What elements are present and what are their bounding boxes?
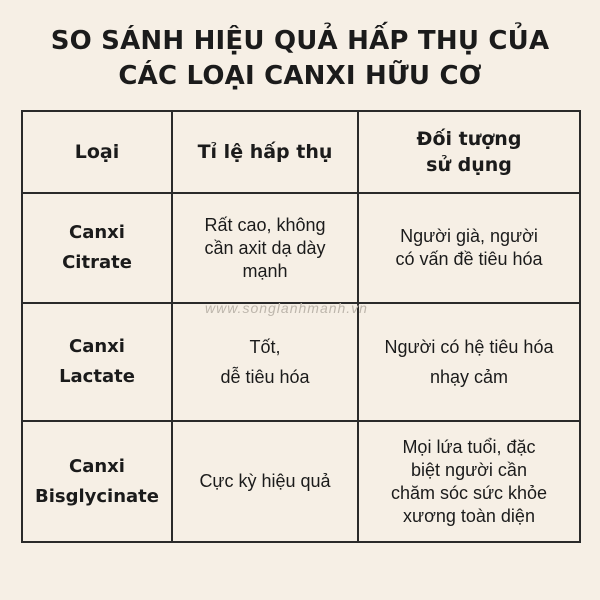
row-target-line: chăm sóc sức khỏe bbox=[390, 482, 548, 503]
watermark: www.songlanhmanh.vn bbox=[205, 300, 368, 316]
header-target-line: Đối tượng bbox=[416, 128, 522, 150]
row-target-line: biệt người cần bbox=[411, 459, 527, 480]
row-type-line: Canxi bbox=[69, 222, 125, 243]
row-target-cell bbox=[358, 193, 580, 303]
row-absorption-cell bbox=[172, 421, 358, 542]
table-row bbox=[22, 193, 580, 303]
table-header-row bbox=[22, 111, 580, 193]
row-absorption-line: Rất cao, không bbox=[204, 214, 326, 235]
row-target-cell bbox=[358, 303, 580, 421]
row-type-line: Citrate bbox=[62, 252, 132, 273]
header-type: Loại bbox=[22, 111, 172, 193]
row-absorption-cell bbox=[172, 193, 358, 303]
row-type-cell bbox=[22, 193, 172, 303]
row-type-cell bbox=[22, 303, 172, 421]
row-absorption-line: Tốt, bbox=[249, 337, 281, 357]
row-absorption-line: cần axit dạ dày bbox=[204, 237, 326, 258]
header-absorption: Tỉ lệ hấp thụ bbox=[172, 111, 358, 193]
row-target-line: Mọi lứa tuổi, đặc bbox=[402, 436, 536, 457]
header-target-line: sử dụng bbox=[426, 154, 512, 176]
row-absorption-line: Cực kỳ hiệu quả bbox=[199, 471, 331, 491]
row-target-line: Người có hệ tiêu hóa bbox=[384, 337, 554, 357]
row-absorption-line: dễ tiêu hóa bbox=[220, 367, 310, 387]
row-type-line: Bisglycinate bbox=[34, 485, 159, 507]
row-type-line: Lactate bbox=[59, 366, 135, 387]
row-absorption-cell bbox=[172, 303, 358, 421]
table-row bbox=[22, 421, 580, 542]
table-row bbox=[22, 303, 580, 421]
row-type-cell bbox=[22, 421, 172, 542]
comparison-table bbox=[21, 110, 581, 543]
row-target-line: xương toàn diện bbox=[403, 505, 535, 526]
row-absorption-line: mạnh bbox=[242, 260, 288, 281]
header-target bbox=[358, 111, 580, 193]
row-type-line: Canxi bbox=[69, 455, 125, 477]
title-line-2: CÁC LOẠI CANXI HỮU CƠ bbox=[118, 61, 482, 91]
row-type-line: Canxi bbox=[69, 336, 125, 357]
title-line-1: SO SÁNH HIỆU QUẢ HẤP THỤ CỦA bbox=[50, 26, 550, 56]
page-title bbox=[0, 24, 600, 94]
row-target-line: Người già, người bbox=[400, 226, 538, 246]
row-target-line: có vấn đề tiêu hóa bbox=[395, 249, 543, 269]
row-target-cell bbox=[358, 421, 580, 542]
row-target-line: nhạy cảm bbox=[429, 367, 509, 387]
